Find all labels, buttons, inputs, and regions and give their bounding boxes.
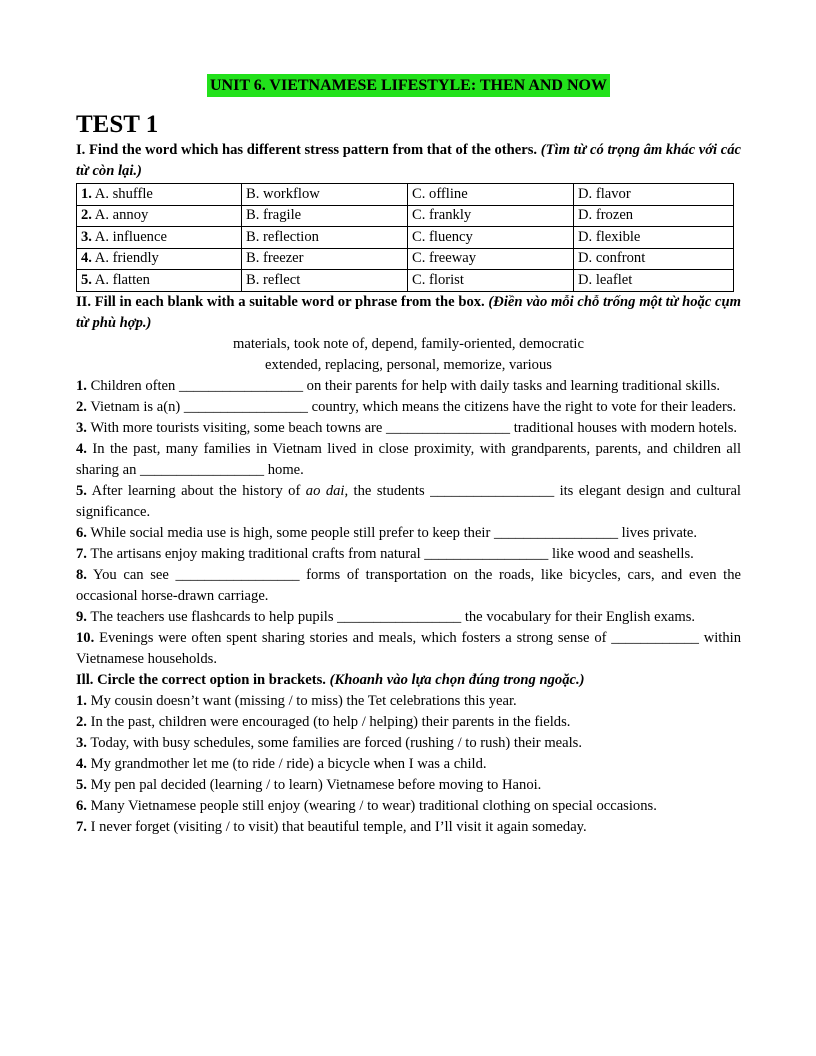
option-c: C. freeway — [408, 248, 574, 270]
option-c: C. florist — [408, 270, 574, 292]
section-2-heading — [76, 292, 741, 334]
question-number: 5. — [76, 776, 87, 793]
fill-item-1 — [76, 376, 741, 397]
question-text: The teachers use flashcards to help pupils _________________ the vocabulary for their English exams. — [90, 608, 696, 625]
question-number: 3. — [76, 734, 87, 751]
section-3-heading — [76, 670, 741, 691]
question-number: 4. — [76, 440, 87, 457]
question-number: 10. — [76, 629, 95, 646]
unit-title: UNIT 6. VIETNAMESE LIFESTYLE: THEN AND NOW — [207, 74, 610, 97]
option-b: B. reflect — [242, 270, 408, 292]
circle-item-5 — [76, 775, 741, 796]
question-number: 2. — [76, 398, 87, 415]
section-2-heading-text: II. Fill in each blank with a suitable word or phrase from the box. — [76, 293, 485, 310]
word-box — [76, 334, 741, 376]
question-text: In the past, children were encouraged (to help / helping) their parents in the fields. — [90, 713, 571, 730]
fill-item-4 — [76, 439, 741, 481]
question-number: 6. — [76, 524, 87, 541]
question-number: 5. — [81, 271, 92, 288]
fill-item-8 — [76, 565, 741, 607]
circle-item-3 — [76, 733, 741, 754]
question-text: Children often _________________ on their parents for help with daily tasks and learning traditional skills. — [90, 377, 721, 394]
question-text: You can see _________________ forms of transportation on the roads, like bicycles, cars, and even the occasional horse-drawn carriage. — [76, 566, 741, 604]
option-d: D. flavor — [574, 184, 734, 206]
option-b: B. freezer — [242, 248, 408, 270]
option-text: A. flatten — [94, 271, 150, 288]
question-text-italic: ao dai, — [305, 482, 349, 499]
table-row — [77, 184, 734, 206]
option-text: A. annoy — [94, 207, 149, 224]
section-2-heading-vn: (Điền vào mỗi chỗ trống một từ hoặc cụm từ phù hợp.) — [76, 293, 741, 331]
option-text: A. shuffle — [94, 185, 153, 202]
option-a — [77, 270, 242, 292]
option-a — [77, 227, 242, 249]
question-number: 1. — [76, 377, 87, 394]
circle-item-4 — [76, 754, 741, 775]
question-number: 2. — [76, 713, 87, 730]
question-text: Evenings were often spent sharing stories and meals, which fosters a strong sense of ____________ within Vietnamese households. — [76, 629, 742, 667]
option-c: C. offline — [408, 184, 574, 206]
option-a — [77, 184, 242, 206]
table-row — [77, 227, 734, 249]
table-row — [77, 205, 734, 227]
test-title: TEST 1 — [76, 111, 159, 138]
question-number: 1. — [81, 185, 92, 202]
worksheet-page — [76, 74, 741, 838]
question-number: 3. — [81, 228, 92, 245]
question-text: My grandmother let me (to ride / ride) a bicycle when I was a child. — [90, 755, 487, 772]
section-3-heading-vn: (Khoanh vào lựa chọn đúng trong ngoặc.) — [329, 671, 585, 688]
question-number: 3. — [76, 419, 87, 436]
fill-item-5 — [76, 481, 741, 523]
question-text: My pen pal decided (learning / to learn) Vietnamese before moving to Hanoi. — [90, 776, 542, 793]
question-number: 6. — [76, 797, 87, 814]
question-number: 4. — [81, 250, 92, 267]
option-text: A. influence — [94, 228, 167, 245]
option-b: B. fragile — [242, 205, 408, 227]
stress-pattern-table — [76, 183, 734, 292]
circle-item-1 — [76, 691, 741, 712]
question-text: The artisans enjoy making traditional crafts from natural _________________ like wood and seashells. — [90, 545, 694, 562]
fill-item-10 — [76, 628, 741, 670]
question-text: Today, with busy schedules, some families are forced (rushing / to rush) their meals. — [90, 734, 583, 751]
fill-item-2 — [76, 397, 741, 418]
option-text: A. friendly — [94, 250, 159, 267]
question-number: 2. — [81, 207, 92, 224]
option-a — [77, 248, 242, 270]
question-text-post: the students _________________ its elegant design and cultural significance. — [76, 482, 741, 520]
circle-item-2 — [76, 712, 741, 733]
question-text: Vietnam is a(n) _________________ country, which means the citizens have the right to vote for their leaders. — [90, 398, 737, 415]
option-d: D. confront — [574, 248, 734, 270]
question-number: 8. — [76, 566, 87, 583]
option-b: B. reflection — [242, 227, 408, 249]
question-number: 7. — [76, 545, 87, 562]
fill-item-3 — [76, 418, 741, 439]
question-text: My cousin doesn’t want (missing / to miss) the Tet celebrations this year. — [90, 692, 517, 709]
word-box-line-2: extended, replacing, personal, memorize, various — [265, 356, 552, 373]
section-3-heading-text: Ill. Circle the correct option in brackets. — [76, 671, 326, 688]
fill-item-7 — [76, 544, 741, 565]
option-d: D. frozen — [574, 205, 734, 227]
question-text: In the past, many families in Vietnam lived in close proximity, with grandparents, parents, and children all sharing an _________________ home. — [76, 440, 741, 478]
question-number: 1. — [76, 692, 87, 709]
option-a — [77, 205, 242, 227]
question-text: While social media use is high, some people still prefer to keep their _________________ lives private. — [90, 524, 698, 541]
question-text: I never forget (visiting / to visit) that beautiful temple, and I’ll visit it again someday. — [90, 818, 587, 835]
circle-item-6 — [76, 796, 741, 817]
option-d: D. flexible — [574, 227, 734, 249]
unit-title-wrap — [76, 74, 741, 100]
section-1-heading-text: I. Find the word which has different stress pattern from that of the others. — [76, 142, 538, 158]
option-b: B. workflow — [242, 184, 408, 206]
option-d: D. leaflet — [574, 270, 734, 292]
question-number: 4. — [76, 755, 87, 772]
table-row — [77, 248, 734, 270]
question-number: 5. — [76, 482, 87, 499]
question-text: With more tourists visiting, some beach towns are _________________ traditional houses with modern hotels. — [90, 419, 738, 436]
circle-item-7 — [76, 817, 741, 838]
fill-item-9 — [76, 607, 741, 628]
question-text-pre: After learning about the history of — [91, 482, 306, 499]
fill-item-6 — [76, 523, 741, 544]
option-c: C. fluency — [408, 227, 574, 249]
section-1-heading — [76, 140, 741, 182]
question-number: 7. — [76, 818, 87, 835]
option-c: C. frankly — [408, 205, 574, 227]
word-box-line-1: materials, took note of, depend, family-oriented, democratic — [233, 335, 584, 352]
question-text: Many Vietnamese people still enjoy (wearing / to wear) traditional clothing on special occasions. — [90, 797, 657, 814]
section-1-heading-vn: (Tìm từ có trọng âm khác với các từ còn lại.) — [76, 142, 742, 179]
table-row — [77, 270, 734, 292]
question-number: 9. — [76, 608, 87, 625]
